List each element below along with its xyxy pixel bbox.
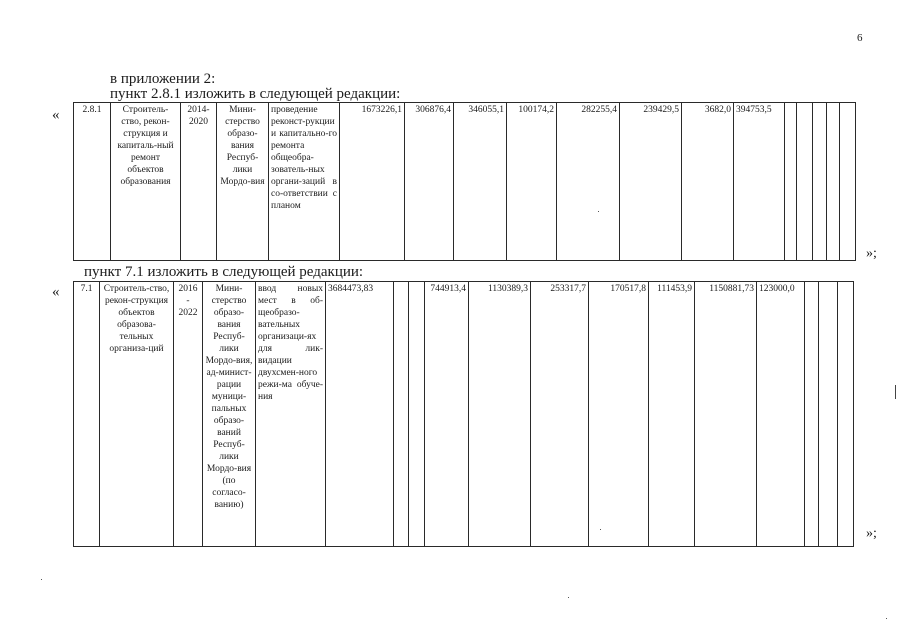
row-2-open-quote: « (52, 284, 60, 300)
empty-cell (409, 282, 425, 547)
empty-cell (819, 282, 838, 547)
item-code: 7.1 (74, 282, 100, 547)
value-cell: 394753,5 (734, 103, 785, 261)
table-item-7-1 (73, 281, 854, 547)
empty-cell (797, 103, 813, 261)
empty-cell (840, 103, 856, 261)
row-2-close-mark: »; (866, 526, 877, 541)
value-cell: 3682,0 (682, 103, 734, 261)
value-cell: 744913,4 (425, 282, 469, 547)
item-description: ввод новых мест в об-щеобразо-вательных организаци-ях для лик-видации двухсмен-ного режи-ма обуче-ния (256, 282, 326, 547)
value-cell: 306876,4 (405, 103, 454, 261)
scan-speck (886, 618, 887, 619)
value-cell: 346055,1 (454, 103, 507, 261)
value-cell: 282255,4 (557, 103, 620, 261)
value-cell: 239429,5 (620, 103, 682, 261)
table-row (74, 103, 856, 261)
page-number: 6 (857, 32, 863, 44)
value-cell: 123000,0 (757, 282, 805, 547)
empty-cell (785, 103, 797, 261)
scan-speck (600, 529, 601, 530)
intro-line-1: в приложении 2: (110, 71, 216, 87)
value-cell: 1150881,73 (695, 282, 757, 547)
empty-cell (838, 282, 854, 547)
item-period: 2014-2020 (181, 103, 217, 261)
value-cell: 170517,8 (589, 282, 649, 547)
item-description: проведение реконст-рукции и капитально-го ремонта общеобра-зователь-ных органи-заций в со-ответствии с планом (269, 103, 340, 261)
item-name: Строитель-ство, рекон-струкция и капиталь-ный ремонт объектов образования (111, 103, 181, 261)
item-executor: Мини-стерство образо-вания Респуб-лики Мордо-вия, ад-минист-рации муници-пальных образо-ваний Респуб-лики Мордо-вия (по согласо-ванию) (203, 282, 256, 547)
empty-cell (827, 103, 840, 261)
scan-speck (568, 597, 569, 598)
empty-cell (394, 282, 409, 547)
row-1-open-quote: « (52, 107, 60, 123)
empty-cell (805, 282, 819, 547)
item-period: 2016 - 2022 (174, 282, 203, 547)
total-cell: 3684473,83 (326, 282, 394, 547)
table-row (74, 282, 854, 547)
value-cell: 253317,7 (531, 282, 589, 547)
empty-cell (813, 103, 827, 261)
value-cell: 100174,2 (507, 103, 557, 261)
scan-speck (598, 211, 599, 212)
intro-line-2: пункт 2.8.1 изложить в следующей редакции: (110, 86, 401, 102)
row-1-close-mark: »; (866, 246, 877, 261)
item-code: 2.8.1 (74, 103, 111, 261)
scan-edge-mark (895, 385, 896, 399)
item-name: Строитель-ство, рекон-струкция объектов образова-тельных организа-ций (100, 282, 174, 547)
section-2-title: пункт 7.1 изложить в следующей редакции: (84, 264, 364, 280)
value-cell: 111453,9 (649, 282, 695, 547)
value-cell: 1130389,3 (469, 282, 531, 547)
item-executor: Мини-стерство образо-вания Респуб-лики Мордо-вия (217, 103, 269, 261)
value-cell: 1673226,1 (340, 103, 405, 261)
table-item-2-8-1 (73, 102, 856, 261)
scan-speck (41, 579, 42, 580)
